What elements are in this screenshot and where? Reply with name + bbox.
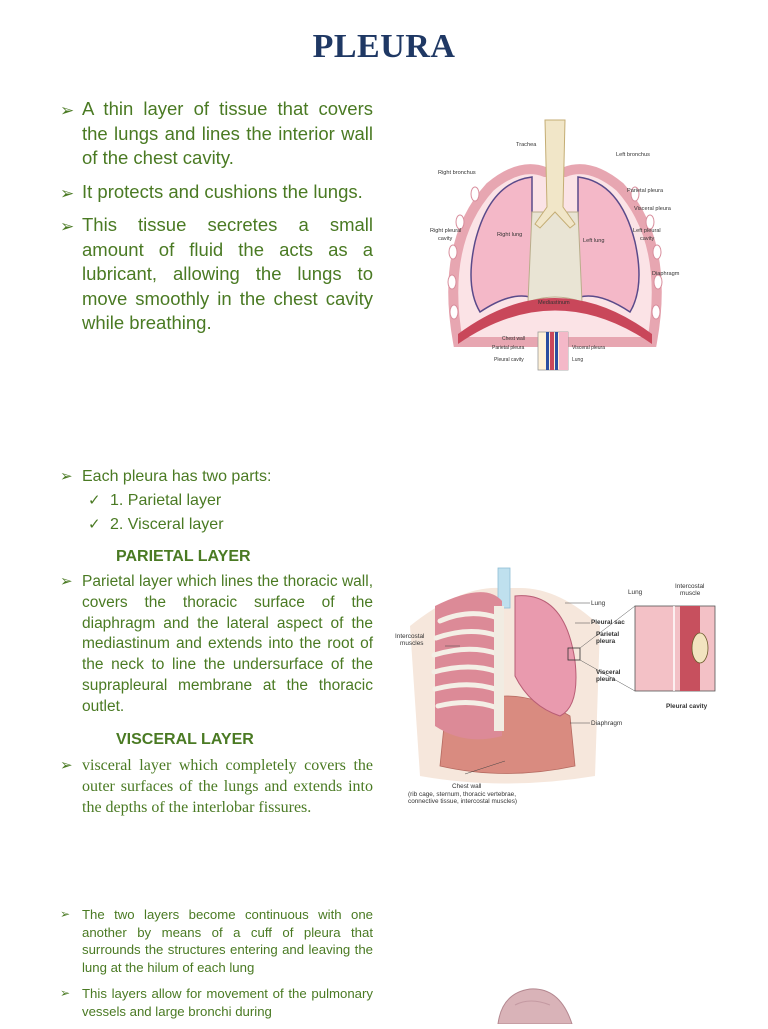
parts-item-2	[88, 513, 380, 537]
inset-label-lung: Lung	[628, 589, 643, 596]
intro-bullet-text: It protects and cushions the lungs.	[82, 180, 363, 202]
arrow-bullet-icon: ➢	[60, 986, 71, 1000]
label-intercostal-muscles-2: muscles	[400, 640, 424, 647]
parietal-bullet	[60, 572, 373, 718]
inset-label-chest-wall: Chest wall	[502, 336, 526, 342]
label-chest-wall: Chest wall	[452, 783, 482, 790]
inset-label-intercostal-muscle-2: muscle	[680, 590, 701, 597]
check-icon: ✓	[88, 516, 101, 533]
thorax-pleura-diagram	[390, 566, 720, 816]
arrow-bullet-icon: ➢	[60, 183, 75, 203]
pleura-inset	[635, 606, 715, 691]
check-icon: ✓	[88, 492, 101, 509]
intro-bullet-text: A thin layer of tissue that covers the lungs and lines the interior wall of the chest cavity.	[82, 98, 373, 168]
bottom-bullet-text: This layers allow for movement of the pulmonary vessels and large bronchi during	[82, 986, 373, 1019]
parietal-heading: PARIETAL LAYER	[116, 548, 251, 565]
inset-label-intercostal-muscle: Intercostal	[675, 583, 705, 590]
label-diaphragm: Diaphragm	[591, 720, 623, 727]
arrow-bullet-icon: ➢	[60, 573, 73, 590]
parietal-section	[60, 572, 373, 750]
inset-label-visceral-pleura: Visceral pleura	[572, 345, 605, 351]
label-parietal-pleura-2: pleura	[596, 638, 616, 645]
intro-bullet-text: This tissue secretes a small amount of fluid the acts as a lubricant, allowing the lungs to move smoothly in the chest cavity while breathing.	[82, 214, 373, 333]
label-pleural-sac: Pleural sac	[591, 619, 625, 626]
parts-section	[60, 465, 380, 569]
lung-image-partial	[490, 985, 580, 1024]
label-parietal-pleura: Parietal	[596, 631, 620, 638]
parts-item-text: 1. Parietal layer	[110, 492, 222, 509]
intro-bullet-1	[60, 97, 373, 171]
label-chest-wall-desc: (rib cage, sternum, thoracic vertebrae,	[408, 791, 516, 798]
page-title: PLEURA	[312, 28, 456, 65]
inset-label-pleural-cavity: Pleural cavity	[494, 357, 524, 363]
parts-item-1	[88, 489, 380, 513]
inset-label-lung: Lung	[572, 357, 584, 363]
visceral-section	[60, 755, 373, 818]
intro-bullet-2	[60, 180, 373, 205]
parts-lead-text: Each pleura has two parts:	[82, 468, 272, 485]
bottom-bullet-1	[60, 906, 373, 976]
arrow-bullet-icon: ➢	[60, 907, 71, 921]
lungs-pleura-diagram	[420, 112, 690, 377]
label-trachea: Trachea	[516, 142, 537, 148]
label-parietal-pleura: Parietal pleura	[627, 188, 664, 194]
label-visceral-pleura: Visceral pleura	[634, 206, 671, 212]
arrow-bullet-icon: ➢	[60, 101, 75, 120]
label-visceral-pleura-2: pleura	[596, 676, 616, 683]
label-left-pleural-cavity-2: cavity	[640, 236, 655, 242]
arrow-bullet-icon: ➢	[60, 468, 73, 485]
label-visceral-pleura: Visceral	[596, 669, 621, 676]
label-right-pleural-cavity-2: cavity	[438, 236, 453, 242]
label-right-bronchus: Right bronchus	[438, 170, 476, 176]
label-intercostal-muscles: Intercostal	[395, 633, 425, 640]
visceral-text: visceral layer which completely covers the outer surfaces of the lungs and extends into the depths of the interlobar fissures.	[82, 757, 373, 816]
label-left-bronchus: Left bronchus	[616, 152, 650, 158]
label-right-pleural-cavity: Right pleural	[430, 228, 462, 234]
parts-lead	[60, 465, 380, 489]
sternum	[494, 606, 504, 731]
label-mediastinum: Mediastinum	[538, 300, 570, 306]
bottom-bullet-text: The two layers become continuous with one another by means of a cuff of pleura that surrounds the structures entering and leaving the lung at the hilum of each lung	[82, 907, 373, 975]
label-lung: Lung	[591, 600, 606, 607]
visceral-bullet	[60, 755, 373, 818]
label-left-pleural-cavity: Left pleural	[633, 228, 661, 234]
parietal-text: Parietal layer which lines the thoracic wall, covers the thoracic surface of the diaphragm and the lateral aspect of the mediastinum and extends into the root of the neck to line the undersurface of the suprapleural membrane at the thoracic outlet.	[82, 573, 373, 715]
arrow-bullet-icon: ➢	[60, 217, 75, 236]
intro-section	[60, 97, 373, 345]
label-right-lung: Right lung	[497, 232, 523, 238]
label-pleural-cavity: Pleural cavity	[666, 703, 708, 710]
intro-bullet-3	[60, 213, 373, 336]
visceral-heading: VISCERAL LAYER	[116, 730, 254, 748]
arrow-bullet-icon: ➢	[60, 757, 73, 774]
parts-item-text: 2. Visceral layer	[110, 516, 224, 533]
inset-label-parietal-pleura: Parietal pleura	[492, 345, 525, 351]
label-diaphragm: Diaphragm	[652, 271, 680, 277]
label-chest-wall-desc-2: connective tissue, intercostal muscles)	[408, 798, 518, 805]
bottom-section	[60, 906, 373, 1029]
bottom-bullet-2	[60, 985, 373, 1020]
label-left-lung: Left lung	[583, 238, 605, 244]
